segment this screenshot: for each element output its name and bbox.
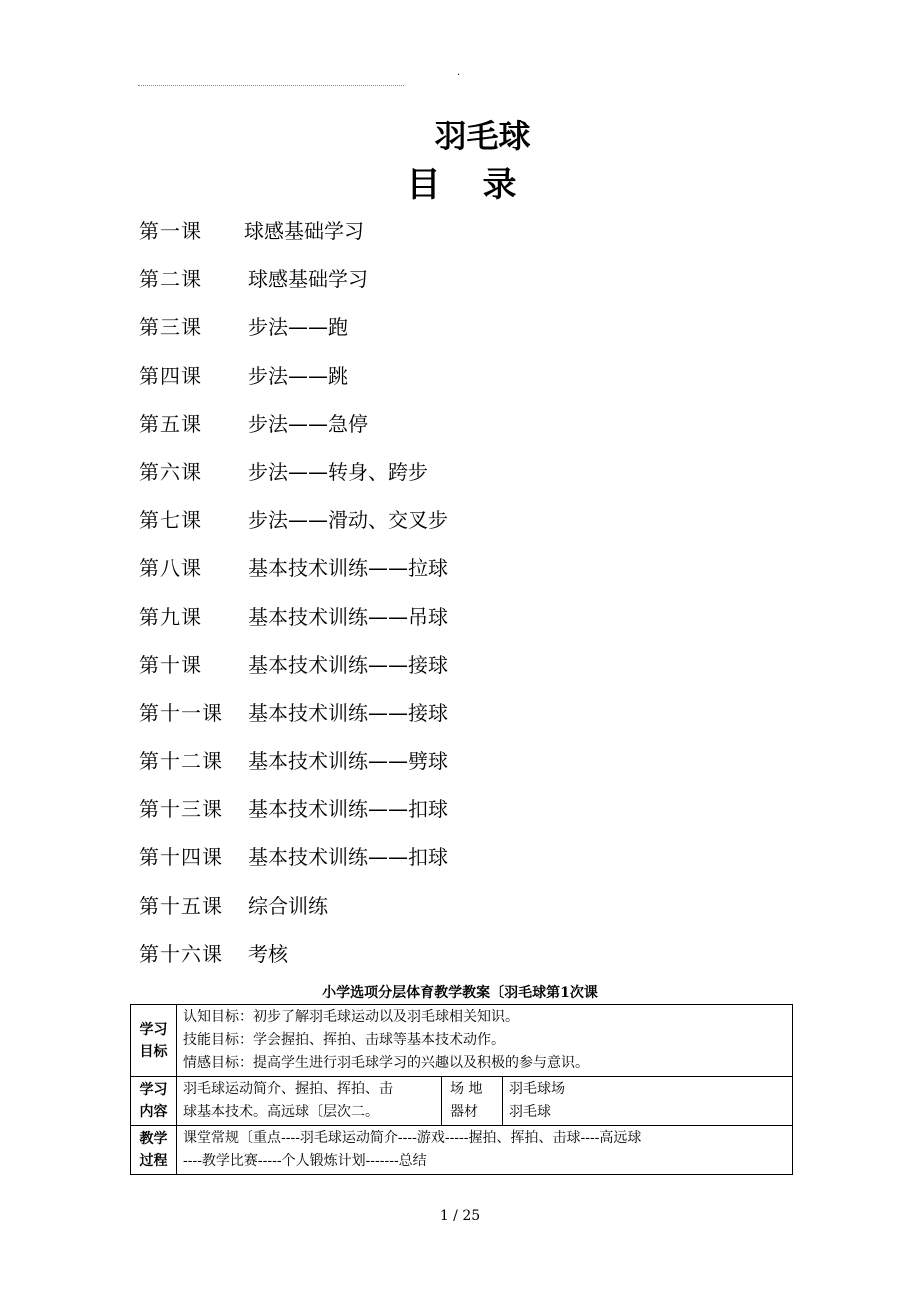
goal-line: 技能目标：学会握拍、挥拍、击球等基本技术动作。	[183, 1032, 505, 1048]
toc-number: 第十五课	[139, 893, 223, 918]
toc-number: 第十课	[139, 652, 202, 677]
toc-entry	[139, 501, 739, 549]
header-dot: .	[457, 67, 461, 78]
toc-entry	[139, 308, 739, 356]
toc-entry	[139, 646, 739, 694]
toc-title: 步法——滑动、交叉步	[248, 508, 448, 533]
toc-title: 步法——跳	[248, 363, 348, 388]
toc-number: 第十一课	[139, 700, 223, 725]
toc-entry	[139, 453, 739, 501]
document-title: 羽毛球	[434, 117, 531, 155]
table-row	[131, 1005, 793, 1077]
toc-number: 第十三课	[139, 797, 223, 822]
toc-entry	[139, 742, 739, 790]
toc-number: 第十二课	[139, 749, 223, 774]
toc-title: 考核	[248, 941, 288, 966]
toc-entry	[139, 935, 739, 983]
toc-title: 步法——急停	[248, 411, 368, 436]
process-line: ----教学比赛-----个人锻炼计划-------总结	[183, 1153, 427, 1169]
table-row	[131, 1126, 793, 1175]
page-number: 1 / 25	[439, 1208, 481, 1224]
process-line: 课堂常规〔重点----羽毛球运动简介----游戏-----握拍、挥拍、击球----高远球	[183, 1130, 642, 1146]
toc-number: 第一课	[139, 219, 202, 243]
toc-title: 基本技术训练——扣球	[248, 797, 448, 822]
toc-number: 第五课	[139, 411, 202, 436]
header-rule	[138, 85, 404, 86]
lesson-plan-title: 小学选项分层体育教学教案〔羽毛球第1次课	[322, 985, 598, 1001]
content-line: 球基本技术。高远球〔层次二。	[183, 1104, 379, 1120]
toc-entry	[139, 694, 739, 742]
toc-entry	[139, 887, 739, 935]
toc-number: 第三课	[139, 315, 202, 340]
toc-entry	[139, 790, 739, 838]
content-label: 学习内容	[131, 1077, 177, 1126]
toc-number: 第十四课	[139, 845, 223, 870]
toc-entry	[139, 405, 739, 453]
process-label: 教学过程	[131, 1126, 177, 1175]
toc-title: 基本技术训练——扣球	[248, 845, 448, 870]
toc-title: 球感基础学习	[244, 219, 364, 243]
content-cell	[177, 1077, 442, 1126]
goals-label: 学习目标	[131, 1005, 177, 1077]
toc-title: 基本技术训练——拉球	[248, 556, 448, 581]
toc-number: 第二课	[139, 267, 202, 292]
goals-cell	[177, 1005, 793, 1077]
venue-line: 羽毛球场	[509, 1081, 565, 1097]
goal-line: 情感目标：提高学生进行羽毛球学习的兴趣以及积极的参与意识。	[183, 1055, 589, 1071]
toc-entry	[139, 212, 739, 260]
toc-heading: 目录	[406, 165, 559, 205]
process-cell	[177, 1126, 793, 1175]
toc-number: 第六课	[139, 459, 202, 484]
toc-number: 第四课	[139, 363, 202, 388]
toc-title: 步法——转身、跨步	[248, 459, 428, 484]
venue-line: 羽毛球	[509, 1104, 551, 1120]
toc-number: 第十六课	[139, 941, 223, 966]
toc-entry	[139, 549, 739, 597]
toc-title: 综合训练	[248, 893, 328, 918]
goal-line: 认知目标：初步了解羽毛球运动以及羽毛球相关知识。	[183, 1009, 519, 1025]
toc-title: 基本技术训练——接球	[248, 652, 448, 677]
toc-title: 基本技术训练——劈球	[248, 749, 448, 774]
toc-title: 基本技术训练——接球	[248, 700, 448, 725]
toc-entry	[139, 838, 739, 886]
toc-title: 基本技术训练——吊球	[248, 604, 448, 629]
toc-number: 第七课	[139, 508, 202, 533]
table-of-contents	[139, 212, 739, 983]
toc-number: 第八课	[139, 556, 202, 581]
lesson-plan-table	[130, 1004, 793, 1175]
toc-number: 第九课	[139, 604, 202, 629]
toc-title: 球感基础学习	[248, 267, 368, 292]
venue-label: 场 地器材	[442, 1077, 503, 1126]
toc-entry	[139, 357, 739, 405]
content-line: 羽毛球运动简介、握拍、挥拍、击	[183, 1081, 393, 1097]
toc-entry	[139, 598, 739, 646]
venue-cell	[503, 1077, 793, 1126]
table-row	[131, 1077, 793, 1126]
toc-entry	[139, 260, 739, 308]
toc-title: 步法——跑	[248, 315, 348, 340]
